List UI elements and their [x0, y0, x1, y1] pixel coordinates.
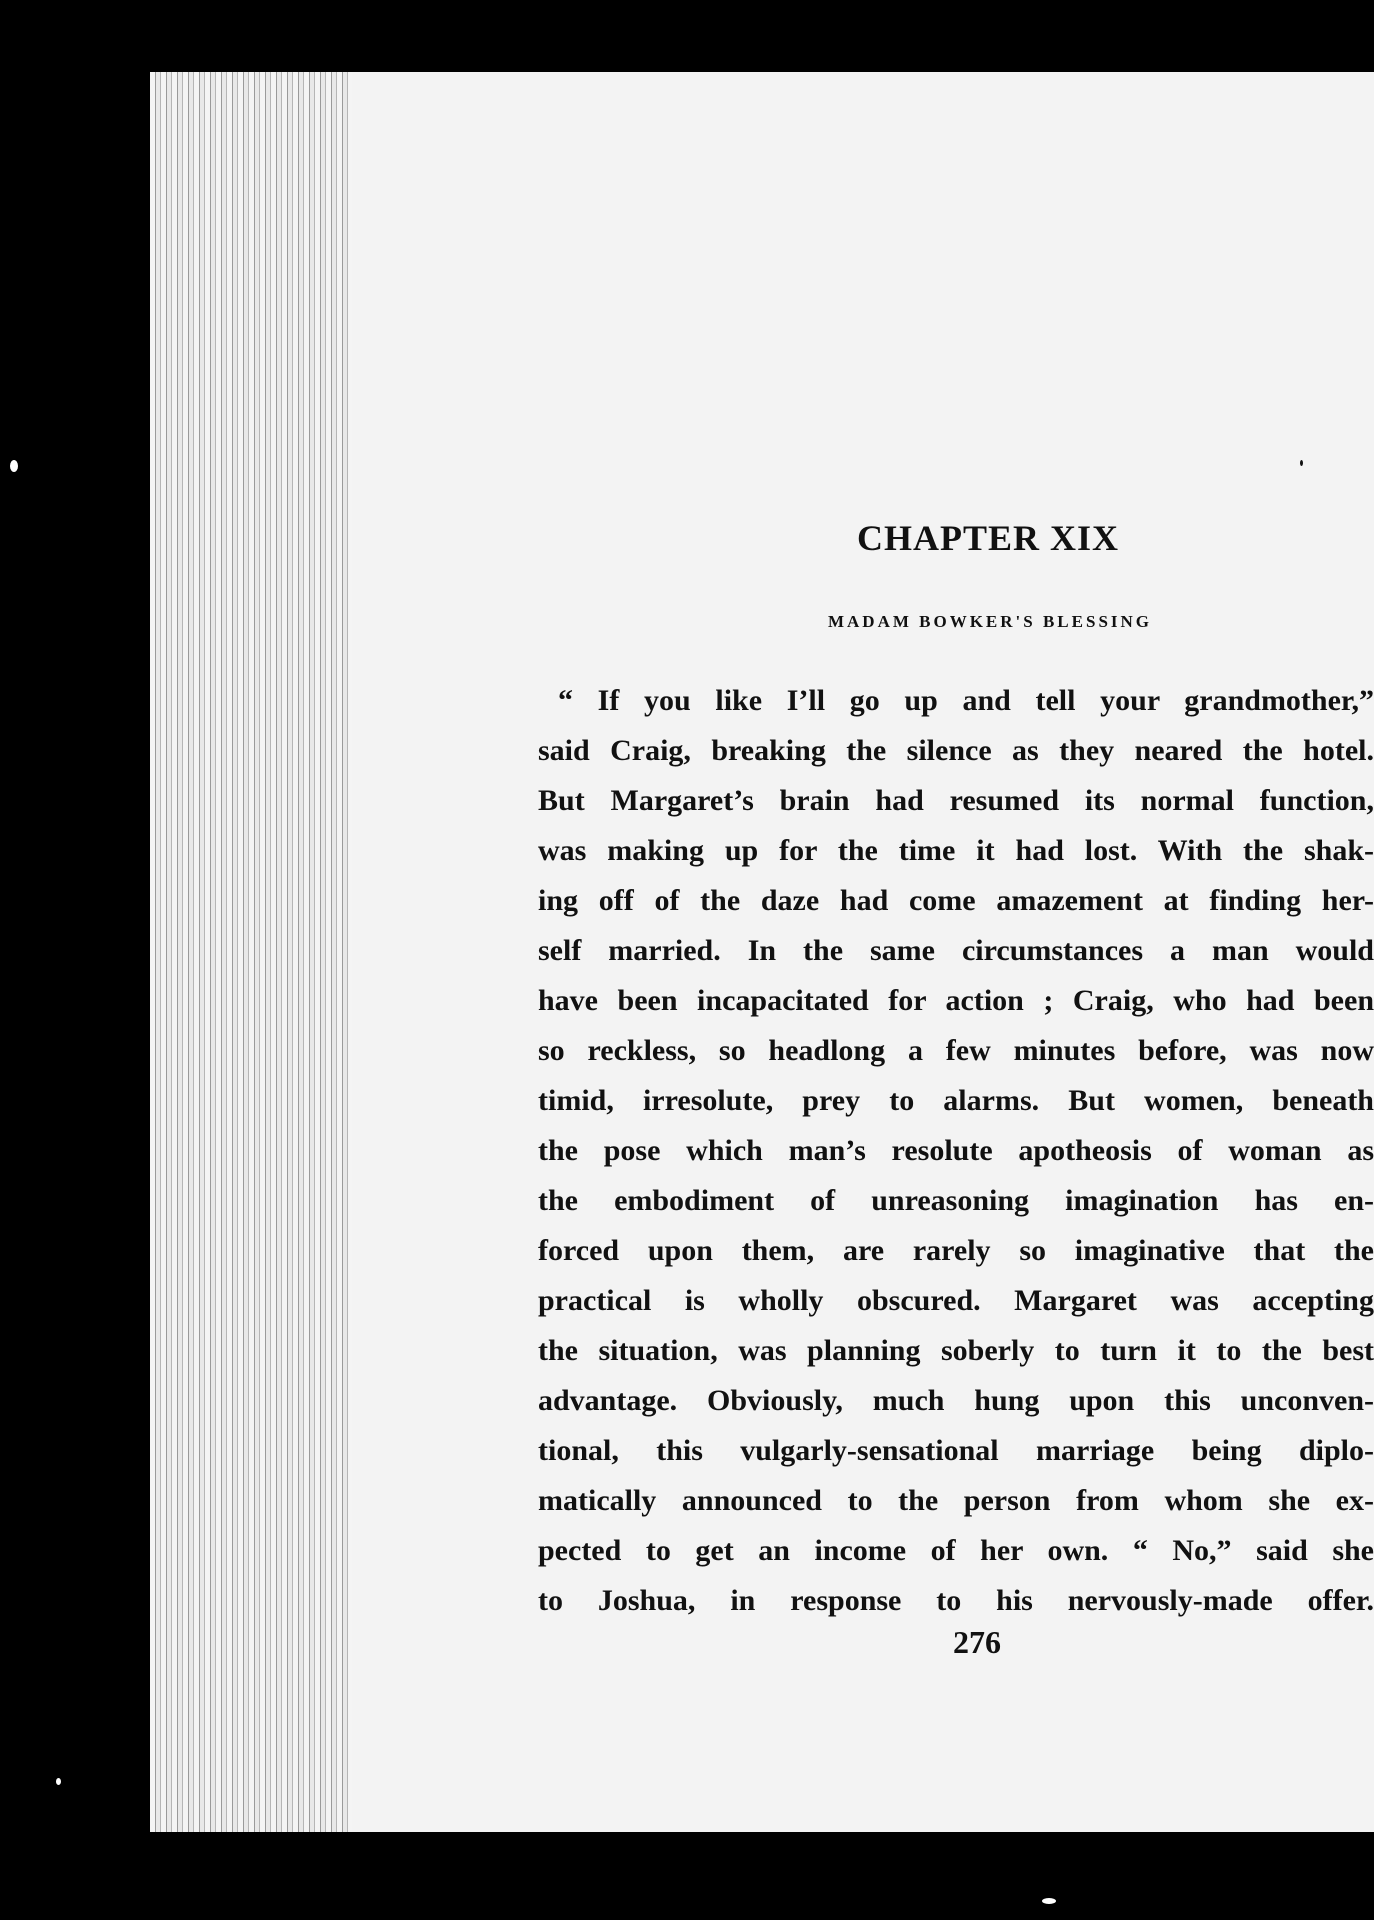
text-line: the pose which man’s resolute apotheosis of woman as — [538, 1134, 1374, 1167]
text-line: was making up for the time it had lost. With the shak- — [538, 834, 1374, 867]
text-line: But Margaret’s brain had resumed its normal function, — [538, 784, 1374, 817]
text-line: practical is wholly obscured. Margaret was accepting — [538, 1284, 1374, 1317]
text-line: the embodiment of unreasoning imagination has en- — [538, 1184, 1374, 1217]
body-text — [538, 676, 1374, 1626]
text-line: forced upon them, are rarely so imaginative that the — [538, 1234, 1374, 1267]
text-line: matically announced to the person from whom she ex- — [538, 1484, 1374, 1517]
chapter-subtitle: MADAM BOWKER'S BLESSING — [827, 612, 1153, 631]
text-line: tional, this vulgarly-sensational marriage being diplo- — [538, 1434, 1374, 1467]
scan-speck — [56, 1778, 61, 1785]
scan-speck — [1300, 460, 1303, 466]
book-page — [352, 72, 1374, 1832]
page-number: 276 — [953, 1624, 1001, 1660]
text-line: timid, irresolute, prey to alarms. But women, beneath — [538, 1084, 1374, 1117]
text-line: the situation, was planning soberly to turn it to the best — [538, 1334, 1374, 1367]
text-line: have been incapacitated for action ; Craig, who had been — [538, 984, 1374, 1017]
text-line: to Joshua, in response to his nervously-made offer. — [538, 1584, 1374, 1617]
text-line: advantage. Obviously, much hung upon this unconven- — [538, 1384, 1374, 1417]
text-line: ing off of the daze had come amazement at finding her- — [538, 884, 1374, 917]
scan-speck — [10, 460, 18, 472]
text-line: so reckless, so headlong a few minutes before, was now — [538, 1034, 1374, 1067]
page-edges — [150, 72, 355, 1832]
chapter-title: CHAPTER XIX — [856, 518, 1119, 558]
scan-speck — [1042, 1898, 1056, 1904]
text-line: self married. In the same circumstances a man would — [538, 934, 1374, 967]
text-line: said Craig, breaking the silence as they neared the hotel. — [538, 734, 1374, 767]
text-line: pected to get an income of her own. “ No,” said she — [538, 1534, 1374, 1567]
text-line: “ If you like I’ll go up and tell your grandmother,” — [558, 684, 1374, 717]
